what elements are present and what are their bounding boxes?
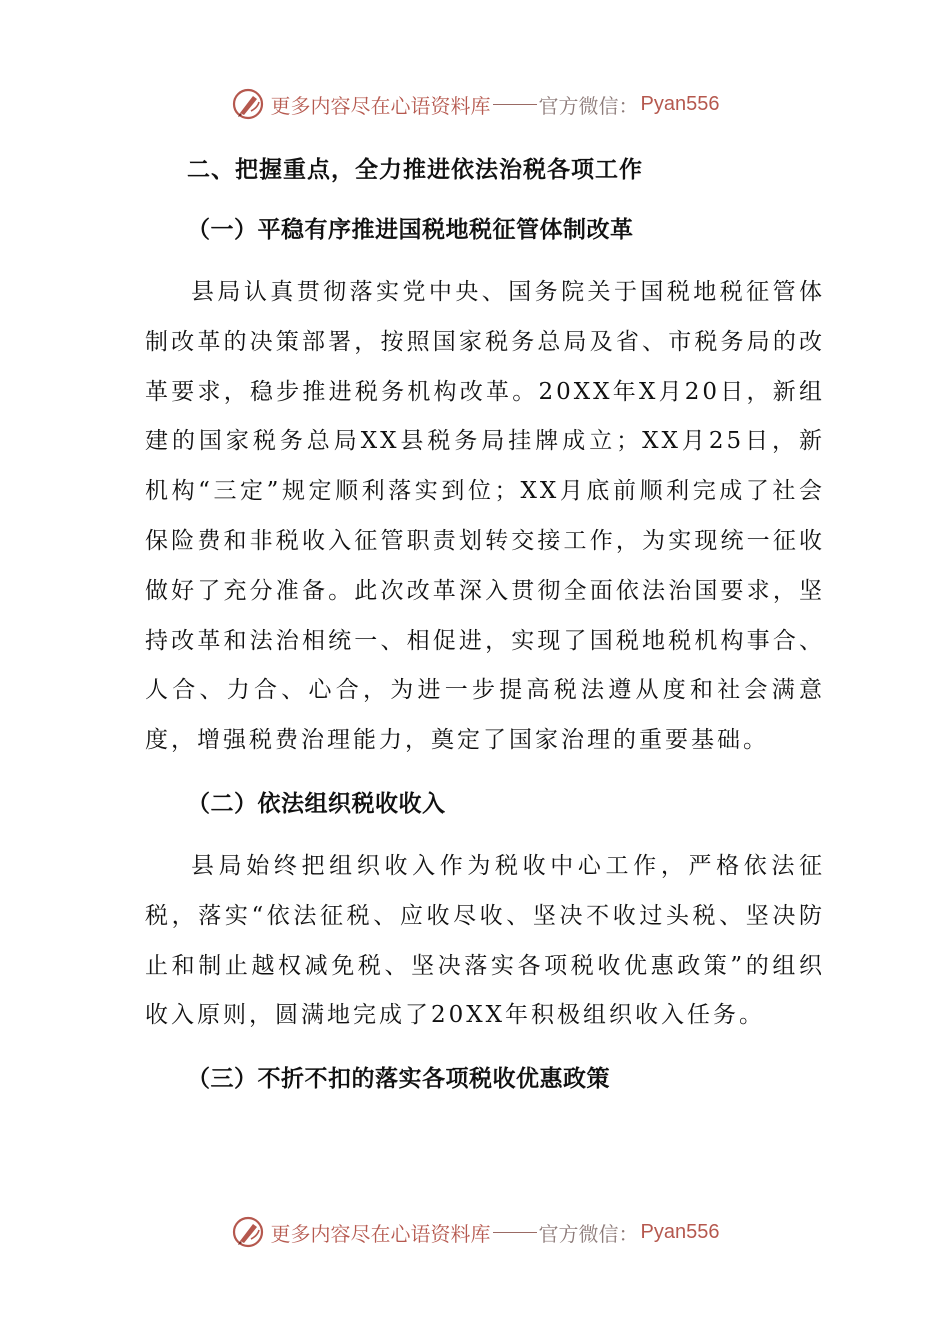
subsection-heading-1: （一）平稳有序推进国税地税征管体制改革	[187, 217, 634, 243]
subsection-heading-3: （三）不折不扣的落实各项税收优惠政策	[187, 1066, 610, 1093]
paragraph-1: 县局认真贯彻落实党中央、国务院关于国税地税征管体制改革的决策部署，按照国家税务总局及省、市税务局的改革要求，稳步推进税务机构改革。20XX年X月20日，新组建的国家税务总局XX县税务局挂牌成立；XX月25日，新机构“三定”规定顺利落实到位；XX月底前顺利完成了社会保险费和非税收入征管职责划转交接工作，为实现统一征收做好了充分准备。此次改革深入贯彻全面依法治国要求，坚持改革和法治相统一、相促进，实现了国税地税机构事合、人合、力合、心合，为进一步提高税法遵从度和社会满意度，增强税费治理能力，奠定了国家治理的重要基础。	[145, 279, 825, 754]
watermark-label: 官方微信：	[538, 93, 639, 118]
watermark-separator	[493, 1232, 537, 1233]
document-body	[145, 148, 825, 1117]
watermark-label: 官方微信：	[538, 1221, 639, 1246]
watermark-text: 更多内容尽在心语资料库	[270, 93, 491, 118]
watermark-account: Pyan556	[640, 92, 720, 115]
subsection-heading-2: （二）依法组织税收收入	[187, 790, 446, 817]
watermark-account: Pyan556	[640, 1220, 720, 1243]
pen-circle-icon	[231, 1215, 265, 1249]
watermark-separator	[493, 104, 537, 105]
watermark-banner-bottom	[0, 1210, 950, 1254]
watermark-text: 更多内容尽在心语资料库	[270, 1221, 491, 1246]
section-heading: 二、把握重点，全力推进依法治税各项工作	[187, 157, 643, 183]
paragraph-2: 县局始终把组织收入作为税收中心工作，严格依法征税，落实“依法征税、应收尽收、坚决不收过头税、坚决防止和制止越权减免税、坚决落实各项税收优惠政策”的组织收入原则，圆满地完成了20XX年积极组织收入任务。	[145, 852, 825, 1029]
watermark-banner-top	[0, 82, 950, 126]
pen-circle-icon	[231, 87, 265, 121]
